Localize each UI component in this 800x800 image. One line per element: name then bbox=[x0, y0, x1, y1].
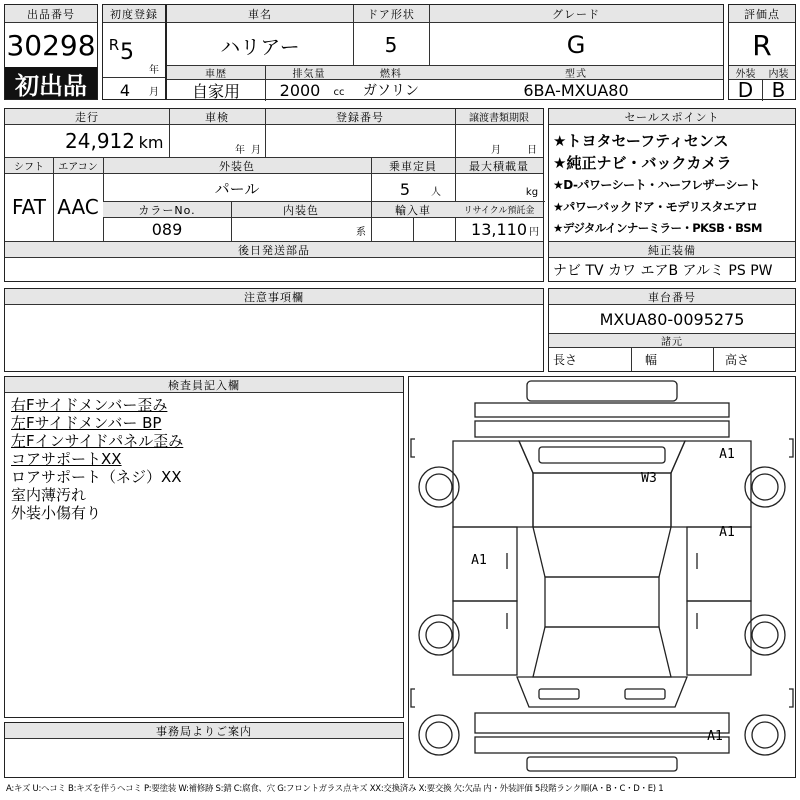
color-number: 089 bbox=[151, 219, 183, 239]
year-unit: 年 bbox=[149, 64, 159, 75]
score-label: 評価点 bbox=[729, 5, 795, 23]
insp-month-unit: 月 bbox=[251, 144, 261, 155]
load-unit: kg bbox=[525, 186, 539, 198]
damage-mark: W3 bbox=[641, 470, 657, 486]
sales-point: ★トヨタセーフティセンス bbox=[553, 131, 729, 150]
later-parts-label: 後日発送部品 bbox=[5, 242, 543, 258]
reg-month: 4 bbox=[119, 81, 131, 99]
max-load-label: 最大積載量 bbox=[455, 158, 543, 174]
history-label: 車歴 bbox=[167, 66, 265, 80]
office-box bbox=[4, 722, 404, 778]
notes-label: 注意事項欄 bbox=[5, 289, 543, 305]
chassis-number: MXUA80-0095275 bbox=[599, 309, 745, 329]
car-name-label: 車名 bbox=[167, 5, 353, 23]
sales-point: ★D-パワーシート・ハーフレザーシート bbox=[553, 177, 760, 192]
width-label: 幅 bbox=[645, 352, 658, 367]
notes-box bbox=[4, 288, 544, 372]
mileage: 24,912 bbox=[65, 129, 135, 153]
sales-point: ★パワーバックドア・モデリスタエアロ bbox=[553, 199, 758, 214]
exterior-grade: D bbox=[737, 81, 754, 99]
displacement-label: 排気量 bbox=[265, 66, 353, 80]
remark-line: コアサポートXX bbox=[11, 449, 122, 467]
exterior-color: パール bbox=[214, 179, 260, 198]
vehicle-history: 自家用 bbox=[191, 81, 240, 99]
equipment-list: ナビ TV カワ エアB アルミ PS PW bbox=[553, 263, 773, 279]
color-no-label: カラーNo. bbox=[103, 202, 231, 218]
first-listing-badge: 初出品 bbox=[5, 67, 97, 99]
grade: G bbox=[566, 31, 586, 59]
interior-label: 内装 bbox=[762, 66, 795, 80]
first-registration-box bbox=[102, 4, 166, 100]
vehicle-info-box bbox=[166, 4, 724, 100]
model-label: 型式 bbox=[429, 66, 723, 80]
lot-number-box bbox=[4, 4, 98, 100]
capacity-label: 乗車定員 bbox=[371, 158, 455, 174]
recycle-label: リサイクル預託金 bbox=[455, 202, 543, 218]
shift-type: FAT bbox=[11, 195, 46, 219]
yen-unit: 円 bbox=[529, 226, 539, 237]
damage-mark: A1 bbox=[707, 728, 723, 744]
chassis-box bbox=[548, 288, 796, 372]
damage-mark: A1 bbox=[719, 446, 735, 462]
color-label: 外装色 bbox=[103, 158, 371, 174]
shift-label: シフト bbox=[5, 158, 53, 174]
sales-points-box bbox=[548, 108, 796, 282]
recycle-deposit: 13,110 bbox=[471, 219, 527, 239]
remark-line: ロアサポート（ネジ）XX bbox=[11, 467, 182, 485]
transfer-day-unit: 日 bbox=[527, 144, 537, 155]
car-body-diagram bbox=[409, 377, 795, 777]
km-unit: km bbox=[138, 132, 164, 152]
length-label: 長さ bbox=[553, 352, 578, 367]
import-label: 輸入車 bbox=[371, 202, 455, 218]
office-label: 事務局よりご案内 bbox=[5, 723, 403, 739]
remark-line: 室内薄汚れ bbox=[11, 485, 87, 503]
int-color-unit: 系 bbox=[356, 226, 366, 237]
remark-line: 左Fサイドメンバー BP bbox=[11, 413, 162, 431]
lot-number-label: 出品番号 bbox=[5, 5, 97, 23]
fuel: ガソリン bbox=[363, 83, 419, 99]
capacity-unit: 人 bbox=[431, 186, 441, 197]
chassis-label: 車台番号 bbox=[549, 289, 795, 305]
ac-type: AAC bbox=[57, 195, 99, 219]
sales-point: ★純正ナビ・バックカメラ bbox=[553, 153, 732, 172]
first-reg-label: 初度登録 bbox=[103, 5, 165, 23]
sales-point: ★デジタルインナーミラー・PKSB・BSM bbox=[553, 221, 762, 235]
transfer-deadline-label: 譲渡書類期限 bbox=[455, 109, 543, 125]
remark-line: 左Fインサイドパネル歪み bbox=[11, 431, 184, 449]
sales-points-label: セールスポイント bbox=[549, 109, 795, 125]
door-label: ドア形状 bbox=[353, 5, 429, 23]
era: R bbox=[108, 36, 120, 54]
remark-line: 右Fサイドメンバー歪み bbox=[11, 395, 168, 413]
details-box bbox=[4, 108, 544, 282]
cc-unit: cc bbox=[333, 86, 345, 98]
inspector-label: 検査員記入欄 bbox=[5, 377, 403, 393]
reg-year: 5 bbox=[120, 39, 134, 65]
transfer-month-unit: 月 bbox=[491, 144, 501, 155]
capacity: 5 bbox=[399, 179, 411, 199]
damage-mark: A1 bbox=[719, 524, 735, 540]
inspection-label: 車検 bbox=[169, 109, 265, 125]
reg-number-label: 登録番号 bbox=[265, 109, 455, 125]
damage-mark: A1 bbox=[471, 552, 487, 568]
int-color-label: 内装色 bbox=[231, 202, 371, 218]
remark-line: 外装小傷有り bbox=[11, 503, 102, 521]
month-unit: 月 bbox=[149, 86, 159, 97]
interior-grade: B bbox=[771, 81, 786, 99]
ac-label: エアコン bbox=[53, 158, 103, 174]
displacement: 2000 bbox=[279, 81, 321, 99]
car-name: ハリアー bbox=[220, 34, 300, 59]
fuel-label: 燃料 bbox=[353, 66, 429, 80]
grade-label: グレード bbox=[429, 5, 723, 23]
height-label: 高さ bbox=[725, 352, 750, 367]
door-type: 5 bbox=[384, 33, 398, 57]
exterior-label: 外装 bbox=[729, 66, 762, 80]
model-code: 6BA-MXUA80 bbox=[523, 81, 629, 99]
rating-box bbox=[728, 4, 796, 100]
lot-number: 30298 bbox=[6, 28, 96, 62]
damage-diagram-box bbox=[408, 376, 796, 778]
damage-legend: A:キズ U:ヘコミ B:キズを伴うヘコミ P:要塗装 W:補修跡 S:錆 C:腐食、穴 G:フロントガラス点キズ XX:交換済み X:要交換 欠:欠品 内・外装評価 5段階ランク順(A・B・C・D・E) 1 bbox=[6, 784, 664, 794]
inspector-box bbox=[4, 376, 404, 718]
insp-year-unit: 年 bbox=[235, 144, 245, 155]
equipment-label: 純正装備 bbox=[549, 242, 795, 258]
mileage-label: 走行 bbox=[5, 109, 169, 125]
score: R bbox=[752, 28, 772, 62]
dimensions-label: 諸元 bbox=[549, 334, 795, 348]
